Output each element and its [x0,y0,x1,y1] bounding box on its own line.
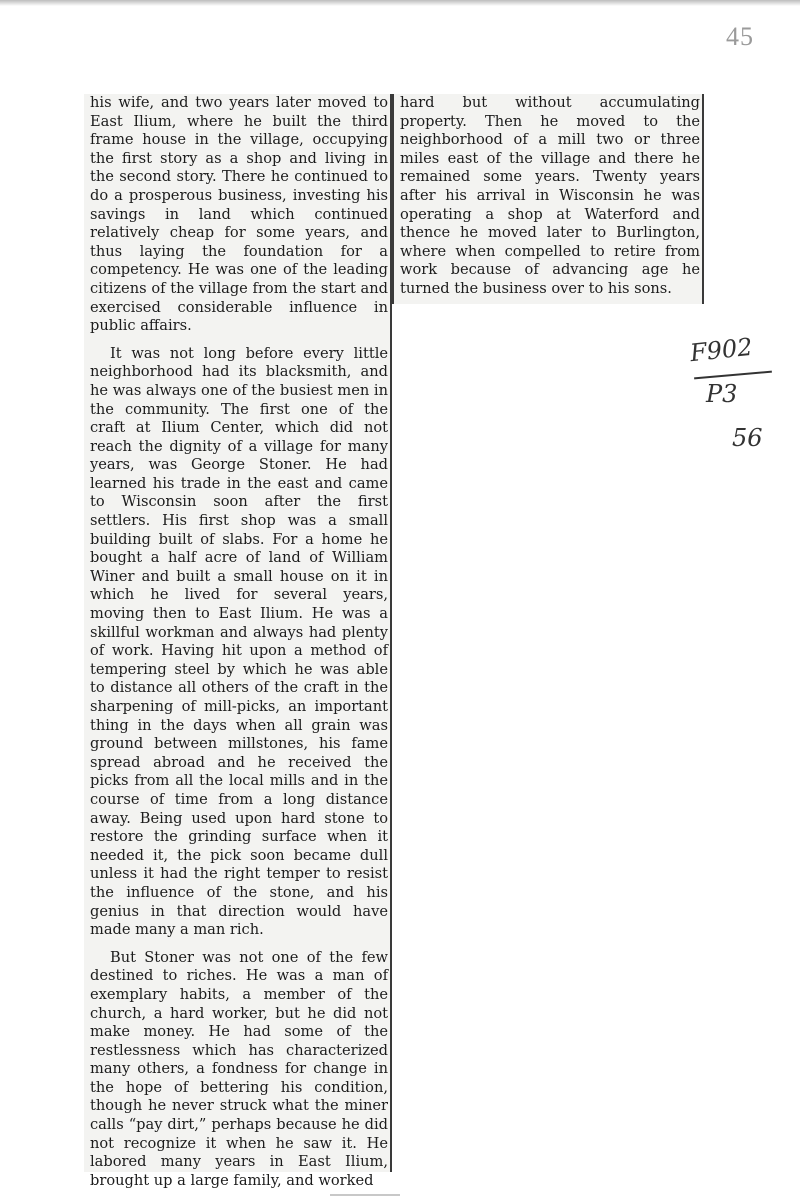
handwritten-note-bottom: 56 [732,424,763,452]
paragraph: hard but without accumulating property. Then he moved to the neighborhood of a mill two or three miles east of the village and there he remained some years. Twenty years after his arrival in Wisconsin he was operating a shop at Waterford and thence he moved later to Burlington, where when compelled to retire from work because of advancing age he turned the business over to his sons. [400,94,700,297]
handwritten-note-top: F902 [688,332,754,368]
article-column-right [392,94,704,304]
article-column-left [84,94,392,1189]
handwritten-underline [694,371,772,380]
paragraph: But Stoner was not one of the few destined to riches. He was a man of exemplary habits, a member of the church, a hard worker, but he did not make money. He had some of the restlessness which has characterized many others, a fondness for change in the hope of bettering his condition, though he never struck what the miner calls “pay dirt,” perhaps because he did not recognize it when he saw it. He labored many years in East Ilium, brought up a large family, and worked [90,948,388,1189]
paragraph: It was not long before every little neighborhood had its blacksmith, and he was always one of the busiest men in the community. The first one of the craft at Ilium Center, which did not reach the dignity of a village for many years, was George Stoner. He had learned his trade in the east and came to Wisconsin soon after the first settlers. His first shop was a small building built of slabs. For a home he bought a half acre of land of William Winer and built a small house on it in which he lived for several years, moving then to East Ilium. He was a skillful workman and always had plenty of work. Having hit upon a method of tempering steel by which he was able to distance all others of the craft in the sharpening of mill-picks, an important thing in the days when all grain was ground between millstones, his fame spread abroad and he received the picks from all the local mills and in the course of time from a long distance away. Being used upon hard stone to restore the grinding surface when it needed it, the pick soon became dull unless it had the right temper to resist the influence of the stone, and his genius in that direction would have made many a man rich. [90,344,388,939]
scan-top-edge [0,0,800,6]
page-number: 45 [726,22,754,51]
paragraph: his wife, and two years later moved to East Ilium, where he built the third frame house in the village, occupying the first story as a shop and living in the second story. There he continued to do a prosperous business, investing his savings in land which continued relatively cheap for some years, and thus laying the foundation for a competency. He was one of the leading citizens of the village from the start and exercised considerable influence in public affairs. [90,94,388,335]
scan-bottom-mark [330,1194,400,1196]
handwritten-note-middle: P3 [706,380,738,408]
